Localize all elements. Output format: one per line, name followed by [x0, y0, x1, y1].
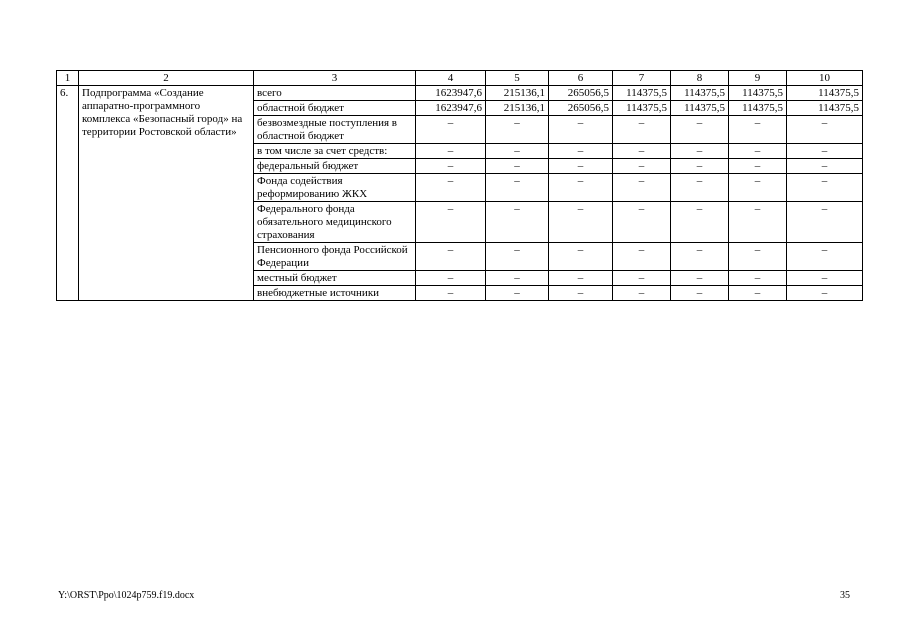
funding-source-label: внебюджетные источники: [254, 286, 416, 301]
header-cell: 2: [79, 71, 254, 86]
value-cell: 215136,1: [486, 86, 549, 101]
value-cell: –: [671, 202, 729, 243]
value-cell: –: [416, 202, 486, 243]
value-cell: –: [613, 286, 671, 301]
value-cell: 265056,5: [549, 101, 613, 116]
funding-source-label: Федерального фонда обязательного медицинского страхования: [254, 202, 416, 243]
value-cell: –: [613, 174, 671, 202]
value-cell: 114375,5: [729, 101, 787, 116]
value-cell: –: [787, 159, 863, 174]
value-cell: 1623947,6: [416, 101, 486, 116]
value-cell: –: [787, 271, 863, 286]
budget-table: [56, 70, 863, 301]
value-cell: –: [486, 271, 549, 286]
funding-source-label: безвозмездные поступления в областной бюджет: [254, 116, 416, 144]
value-cell: –: [549, 243, 613, 271]
value-cell: 114375,5: [787, 101, 863, 116]
value-cell: –: [549, 286, 613, 301]
value-cell: –: [671, 271, 729, 286]
header-cell: 7: [613, 71, 671, 86]
value-cell: –: [416, 144, 486, 159]
value-cell: 114375,5: [613, 86, 671, 101]
value-cell: –: [549, 159, 613, 174]
value-cell: –: [671, 159, 729, 174]
value-cell: –: [549, 202, 613, 243]
header-cell: 1: [57, 71, 79, 86]
funding-source-label: федеральный бюджет: [254, 159, 416, 174]
value-cell: –: [729, 243, 787, 271]
value-cell: –: [486, 202, 549, 243]
header-cell: 4: [416, 71, 486, 86]
value-cell: –: [729, 159, 787, 174]
value-cell: –: [671, 174, 729, 202]
value-cell: –: [486, 159, 549, 174]
value-cell: –: [486, 243, 549, 271]
value-cell: –: [613, 243, 671, 271]
header-cell: 8: [671, 71, 729, 86]
funding-source-label: в том числе за счет средств:: [254, 144, 416, 159]
footer-file-path: Y:\ORST\Ppo\1024p759.f19.docx: [58, 590, 195, 601]
value-cell: –: [416, 271, 486, 286]
funding-source-label: Пенсионного фонда Российской Федерации: [254, 243, 416, 271]
value-cell: –: [486, 116, 549, 144]
funding-source-label: областной бюджет: [254, 101, 416, 116]
value-cell: –: [787, 243, 863, 271]
header-row: [57, 71, 863, 86]
header-cell: 3: [254, 71, 416, 86]
row-number: 6.: [57, 86, 79, 301]
value-cell: 265056,5: [549, 86, 613, 101]
header-cell: 10: [787, 71, 863, 86]
funding-source-label: Фонда содействия реформированию ЖКХ: [254, 174, 416, 202]
value-cell: –: [671, 286, 729, 301]
header-cell: 6: [549, 71, 613, 86]
value-cell: –: [729, 202, 787, 243]
value-cell: –: [549, 144, 613, 159]
table-row: [57, 86, 863, 101]
value-cell: 114375,5: [671, 86, 729, 101]
value-cell: –: [549, 174, 613, 202]
value-cell: 114375,5: [729, 86, 787, 101]
value-cell: 1623947,6: [416, 86, 486, 101]
funding-source-label: местный бюджет: [254, 271, 416, 286]
value-cell: –: [613, 116, 671, 144]
value-cell: –: [549, 271, 613, 286]
header-cell: 9: [729, 71, 787, 86]
value-cell: –: [729, 144, 787, 159]
header-cell: 5: [486, 71, 549, 86]
value-cell: –: [486, 286, 549, 301]
value-cell: –: [613, 144, 671, 159]
value-cell: –: [416, 159, 486, 174]
value-cell: –: [729, 116, 787, 144]
program-name: Подпрограмма «Создание аппаратно-программного комплекса «Безопасный город» на территории Ростовской области»: [79, 86, 254, 301]
funding-source-label: всего: [254, 86, 416, 101]
value-cell: –: [416, 174, 486, 202]
value-cell: –: [613, 159, 671, 174]
value-cell: –: [729, 174, 787, 202]
value-cell: –: [671, 243, 729, 271]
value-cell: –: [787, 286, 863, 301]
value-cell: –: [549, 116, 613, 144]
value-cell: –: [787, 174, 863, 202]
value-cell: –: [416, 116, 486, 144]
value-cell: –: [787, 202, 863, 243]
value-cell: –: [486, 144, 549, 159]
value-cell: –: [613, 271, 671, 286]
value-cell: 215136,1: [486, 101, 549, 116]
page-number: 35: [840, 590, 850, 601]
value-cell: 114375,5: [671, 101, 729, 116]
value-cell: –: [729, 271, 787, 286]
value-cell: –: [787, 116, 863, 144]
value-cell: –: [787, 144, 863, 159]
value-cell: –: [416, 243, 486, 271]
value-cell: 114375,5: [787, 86, 863, 101]
value-cell: 114375,5: [613, 101, 671, 116]
value-cell: –: [416, 286, 486, 301]
value-cell: –: [613, 202, 671, 243]
value-cell: –: [729, 286, 787, 301]
value-cell: –: [671, 144, 729, 159]
value-cell: –: [671, 116, 729, 144]
table-body: [57, 71, 863, 301]
value-cell: –: [486, 174, 549, 202]
